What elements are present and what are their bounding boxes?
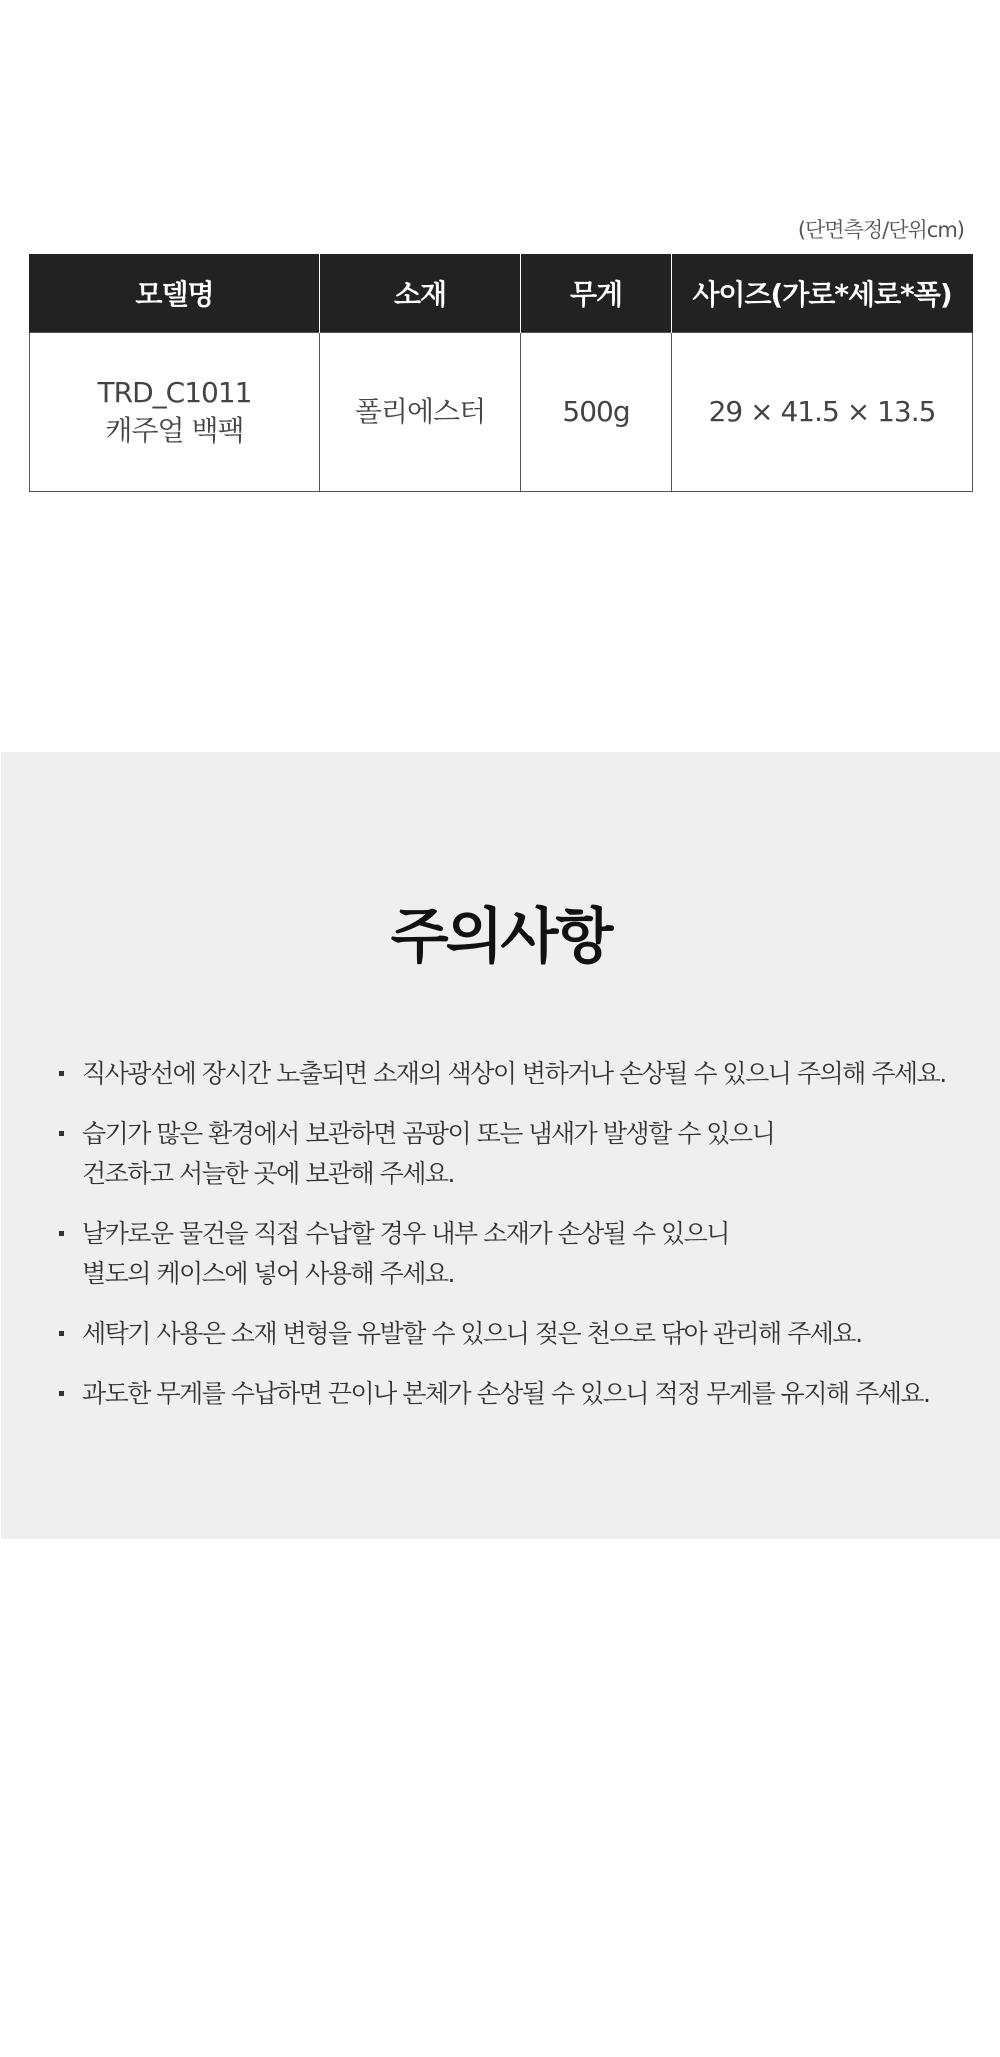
list-item <box>56 1314 976 1354</box>
notice-text: 세탁기 사용은 소재 변형을 유발할 수 있으니 젖은 천으로 닦아 관리해 주세요. <box>82 1319 862 1348</box>
header-model-name: 모델명 <box>30 254 320 333</box>
list-item <box>56 1374 976 1414</box>
cell-weight: 500g <box>521 333 672 492</box>
cell-material: 폴리에스터 <box>320 333 521 492</box>
cell-model-name <box>30 333 320 492</box>
header-weight: 무게 <box>521 254 672 333</box>
bullet-icon <box>59 1331 64 1336</box>
notice-title: 주의사항 <box>390 902 611 972</box>
bullet-icon <box>59 1231 64 1236</box>
notice-section <box>1 752 1000 1539</box>
spec-table-header-row <box>30 254 973 333</box>
notice-text: 직사광선에 장시간 노출되면 소재의 색상이 변하거나 손상될 수 있으니 주의해 주세요. <box>82 1059 946 1088</box>
notice-text-continued: 건조하고 서늘한 곳에 보관해 주세요. <box>82 1159 454 1188</box>
notice-text: 날카로운 물건을 직접 수납할 경우 내부 소재가 손상될 수 있으니 <box>82 1219 729 1248</box>
unit-note: (단면측정/단위cm) <box>797 218 964 242</box>
bullet-icon <box>59 1071 64 1076</box>
model-code: TRD_C1011 <box>97 376 252 409</box>
list-item <box>56 1214 976 1294</box>
list-item <box>56 1054 976 1094</box>
bullet-icon <box>59 1131 64 1136</box>
bullet-icon <box>59 1391 64 1396</box>
table-row <box>30 333 973 492</box>
header-material: 소재 <box>320 254 521 333</box>
notice-text: 습기가 많은 환경에서 보관하면 곰팡이 또는 냄새가 발생할 수 있으니 <box>82 1119 775 1148</box>
notice-text-continued: 별도의 케이스에 넣어 사용해 주세요. <box>82 1259 454 1288</box>
notice-list <box>56 1054 976 1434</box>
spec-table <box>29 254 973 492</box>
header-size: 사이즈(가로*세로*폭) <box>672 254 973 333</box>
list-item <box>56 1114 976 1194</box>
cell-size: 29 × 41.5 × 13.5 <box>672 333 973 492</box>
model-description: 캐주얼 백팩 <box>105 414 244 447</box>
notice-text: 과도한 무게를 수납하면 끈이나 본체가 손상될 수 있으니 적정 무게를 유지해 주세요. <box>82 1379 930 1408</box>
